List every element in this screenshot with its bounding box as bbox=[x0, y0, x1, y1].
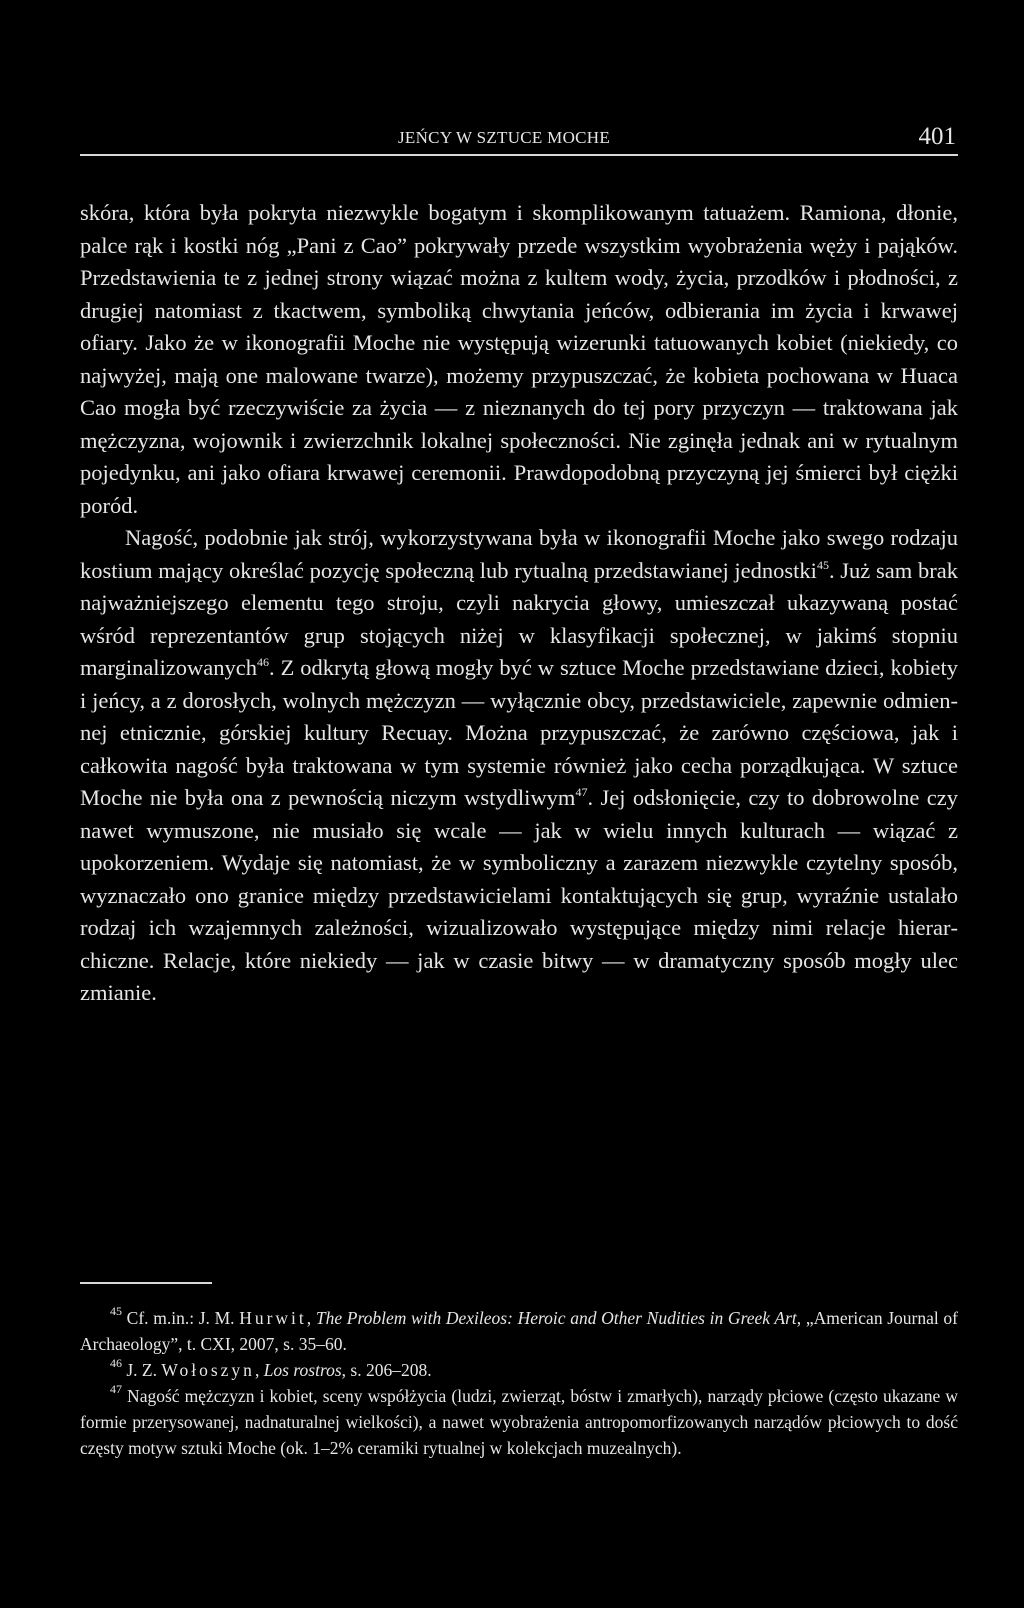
footnote-title: Los rostros bbox=[263, 1360, 342, 1380]
paragraph: skóra, która była pokryta niezwykle bogatym i skomplikowanym tatuażem. Ramiona, dłonie, palce rąk i kostki nóg „Pani z Cao” pokrywały przede wszystkim wyobrażenia węży i pająków. Przedstawienia te z jednej strony wiązać można z kultem wody, życia, przodków i płodności, z drugiej natomiast z tkactwem, symboliką chwytania jeńców, odbierania im życia i krwawej ofiary. Jako że w ikonografii Moche nie występują wizerunki tatuowanych kobiet (niekiedy, co najwyżej, mają one malowane twarze), możemy przypuszczać, że kobieta pochowana w Huaca Cao mogła być rzeczywiście za życia — z nieznanych do tej pory przyczyn — traktowana jak mężczyzna, wojownik i zwierzchnik lokalnej społeczności. Nie zginęła jednak ani w rytualnym pojedynku, ani jako ofiara krwawej ceremonii. Prawdopodobną przyczyną jej śmierci był ciężki poród. bbox=[80, 200, 958, 518]
footnote-text: , „American Journal of Archaeology”, t. CXI, 2007, s. 35–60. bbox=[80, 1308, 959, 1354]
footnote-ref: 45 bbox=[816, 557, 829, 572]
paragraph-text: . Z odkrytą głową mogły być w sztuce Moche przedstawiane dzieci, kobiety i jeńcy, a z dorosłych, wolnych mężczyzn — wyłącznie obcy, przedstawiciele, zapewnie odmiennej etnicznie, górskiej kultury Recuay. Można przypuszczać, że zarówno częściowa, jak i całkowita nagość była traktowana w tym systemie również jako cecha porządkująca. W sztuce Moche nie była ona z pewnością niczym wstydliwym bbox=[80, 655, 958, 810]
footnote-number: 46 bbox=[110, 1356, 122, 1370]
footnote-number: 47 bbox=[110, 1382, 122, 1396]
paragraph-text: Nagość, podobnie jak strój, wykorzystywana była w ikonografii Moche jako swego rodzaju kostium mający określać pozycję społeczną lub rytualną przedstawianej jednostki bbox=[80, 525, 958, 583]
footnote-text: , bbox=[254, 1360, 264, 1380]
footnote-text: , s. 206–208. bbox=[341, 1360, 432, 1380]
footnote-number: 45 bbox=[110, 1304, 122, 1318]
running-title: JEŃCY W SZTUCE MOCHE bbox=[398, 128, 611, 147]
main-text bbox=[80, 197, 958, 1010]
page-number: 401 bbox=[918, 123, 956, 150]
footnote bbox=[80, 1357, 958, 1383]
footnote-text: , bbox=[306, 1308, 316, 1328]
footnote-separator bbox=[80, 1282, 212, 1284]
footnote-text: J. Z. bbox=[122, 1360, 162, 1380]
footnote-text: Cf. m.in.: J. M. bbox=[122, 1308, 240, 1328]
footnote-text: Nagość mężczyzn i kobiet, sceny współżycia (ludzi, zwierząt, bóstw i zmarłych), narządy płciowe (często ukazane w formie przerysowanej, nadnaturalnej wielkości), a nawet wyobrażenia antropomorfizowanych narządów płciowych to dość częsty motyw sztuki Moche (ok. 1–2% ceramiki rytualnej w kolekcjach muzealnych). bbox=[80, 1386, 958, 1458]
footnote-ref: 47 bbox=[575, 785, 588, 799]
footnote-title: The Problem with Dexileos: Heroic and Other Nudities in Greek Art bbox=[315, 1308, 797, 1328]
paragraph-text: . Jej odsłonięcie, czy to dobrowolne czy nawet wymuszone, nie musiało się wcale — jak w wielu innych kulturach — wiązać z upokorzeniem. Wydaje się natomiast, że w symboliczny a zarazem niezwykle czytelny sposób, wyznaczało ono granice między przedstawicielami kontaktujących się grup, wyraźnie ustalało rodzaj ich wzajemnych zależności, wizualizowało występujące między nimi relacje hierarchiczne. Relacje, które niekiedy — jak w czasie bitwy — w dramatyczny sposób mogły ulec zmianie. bbox=[80, 785, 959, 1005]
footnote-author: Hurwit bbox=[239, 1308, 307, 1328]
footnote-author: Wołoszyn bbox=[161, 1360, 255, 1380]
footnote bbox=[80, 1383, 958, 1461]
paragraph-text: . Już sam brak najważniejszego elementu tego stroju, czyli nakrycia głowy, umieszczał ukazywaną postać wśród reprezentantów grup stojących niżej w klasyfikacji społecznej, w jakimś stopniu marginalizowanych bbox=[80, 557, 959, 680]
footnote-ref: 46 bbox=[257, 655, 270, 669]
paragraph bbox=[80, 522, 958, 1010]
footnotes bbox=[80, 1305, 958, 1461]
footnote bbox=[80, 1305, 958, 1357]
running-header bbox=[80, 123, 958, 156]
